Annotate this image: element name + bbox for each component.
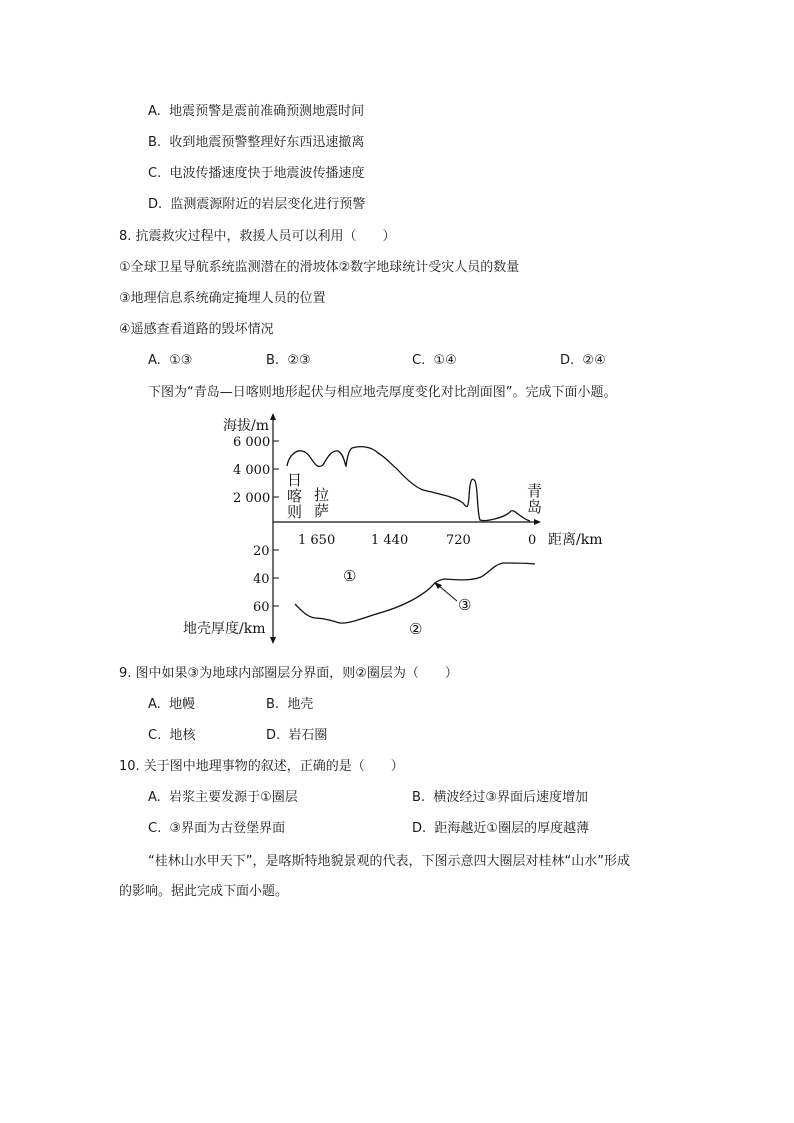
q8-option-a [148,352,192,370]
option-text: ②③ [287,353,311,368]
place-lasa-char: 拉 [314,486,330,504]
option-text: 地壳 [287,697,314,712]
q8-statement-3: ④遥感查看道路的毁坏情况 [119,322,274,337]
option-text: 地核 [169,728,196,743]
x-axis-label: 距离/km [548,532,603,548]
y-axis-label-top: 海拔/m [223,418,269,434]
option-text: ①④ [433,353,457,368]
option-text: 监测震源附近的岩层变化进行预警 [170,197,366,212]
option-text: 岩石圈 [288,728,328,743]
intro-paragraph-2-line-2: 的影响。据此完成下面小题。 [119,884,289,899]
q9-stem: 9. 图中如果③为地球内部圈层分界面，则②圈层为（ ） [119,666,458,681]
q10-option-b [412,789,588,807]
option-letter: A. [148,697,161,712]
option-letter: C. [148,728,162,743]
option-text: ③界面为古登堡界面 [169,821,286,836]
crust-curve [295,563,535,623]
option-letter: C. [148,166,162,181]
x-tick-label: 720 [446,533,471,548]
y-tick-label: 20 [253,544,270,559]
y-tick-label: 60 [253,600,270,615]
mark-interface-3: ③ [458,596,472,614]
place-rikaze-char: 则 [287,503,303,521]
y-tick-label: 40 [253,572,270,587]
q9-option-d [266,727,327,745]
option-letter: B. [266,697,280,712]
intro-paragraph-2-line-1: “桂林山水甲天下”，是喀斯特地貌景观的代表，下图示意四大圈层对桂林“山水”形成 [148,854,630,869]
q8-statement-2: ③地理信息系统确定掩埋人员的位置 [119,291,326,306]
option-letter: A. [148,104,161,119]
q9-option-c [148,727,196,745]
profile-diagram [175,405,625,645]
q7-option-c [148,165,365,183]
option-letter: C. [412,353,426,368]
y-tick-label: 4 000 [233,463,271,478]
q8-option-b [266,352,311,370]
x-tick-label: 0 [528,533,537,548]
place-qingdao-char: 岛 [527,498,543,516]
option-text: 横波经过③界面后速度增加 [433,790,588,805]
x-tick-label: 1 440 [371,533,409,548]
x-tick-label: 1 650 [298,533,336,548]
q10-option-a [148,789,298,807]
q10-option-d [412,820,589,838]
mark-layer-2: ② [409,620,423,638]
option-letter: C. [148,821,162,836]
option-text: ②④ [582,353,606,368]
option-letter: B. [148,135,162,150]
option-letter: B. [266,353,280,368]
option-letter: A. [148,790,161,805]
option-text: 收到地震预警整理好东西迅速撤离 [169,135,365,150]
mark-layer-1: ① [343,567,357,585]
option-text: 距海越近①圈层的厚度越薄 [434,821,590,836]
option-letter: B. [412,790,426,805]
option-text: 地幔 [169,697,196,712]
leader-line [438,585,457,601]
y-axis-label-bottom: 地壳厚度/km [183,621,266,637]
place-lasa-char: 萨 [314,502,330,520]
x-axis-arrow [534,519,541,525]
option-letter: A. [148,353,161,368]
y-axis-arrow-bottom [270,637,276,644]
q8-statement-1: ①全球卫星导航系统监测潜在的滑坡体②数字地球统计受灾人员的数量 [119,260,520,275]
option-text: ①③ [169,353,193,368]
y-axis-arrow-top [270,413,276,420]
place-rikaze-char: 喀 [287,487,303,505]
q10-stem: 10. 关于图中地理事物的叙述，正确的是（ ） [119,759,404,774]
option-letter: D. [148,197,163,212]
intro-paragraph-1: 下图为“青岛—日喀则地形起伏与相应地壳厚度变化对比剖面图”。完成下面小题。 [148,385,617,400]
option-text: 地震预警是震前准确预测地震时间 [169,104,365,119]
q9-option-a [148,696,195,714]
option-letter: D. [560,353,575,368]
q7-option-b [148,134,364,152]
y-tick-label: 2 000 [233,491,271,506]
q7-option-a [148,103,364,121]
q10-option-c [148,820,285,838]
q8-option-c [412,352,457,370]
place-qingdao-char: 青 [527,482,543,500]
q8-stem: 8. 抗震救灾过程中，救援人员可以利用（ ） [119,229,396,244]
option-letter: D. [266,728,281,743]
q9-option-b [266,696,313,714]
option-text: 电波传播速度快于地震波传播速度 [169,166,365,181]
q7-option-d [148,196,365,214]
option-text: 岩浆主要发源于①圈层 [169,790,298,805]
y-tick-label: 6 000 [233,435,271,450]
q8-option-d [560,352,606,370]
option-letter: D. [412,821,427,836]
place-rikaze-char: 日 [287,471,303,489]
